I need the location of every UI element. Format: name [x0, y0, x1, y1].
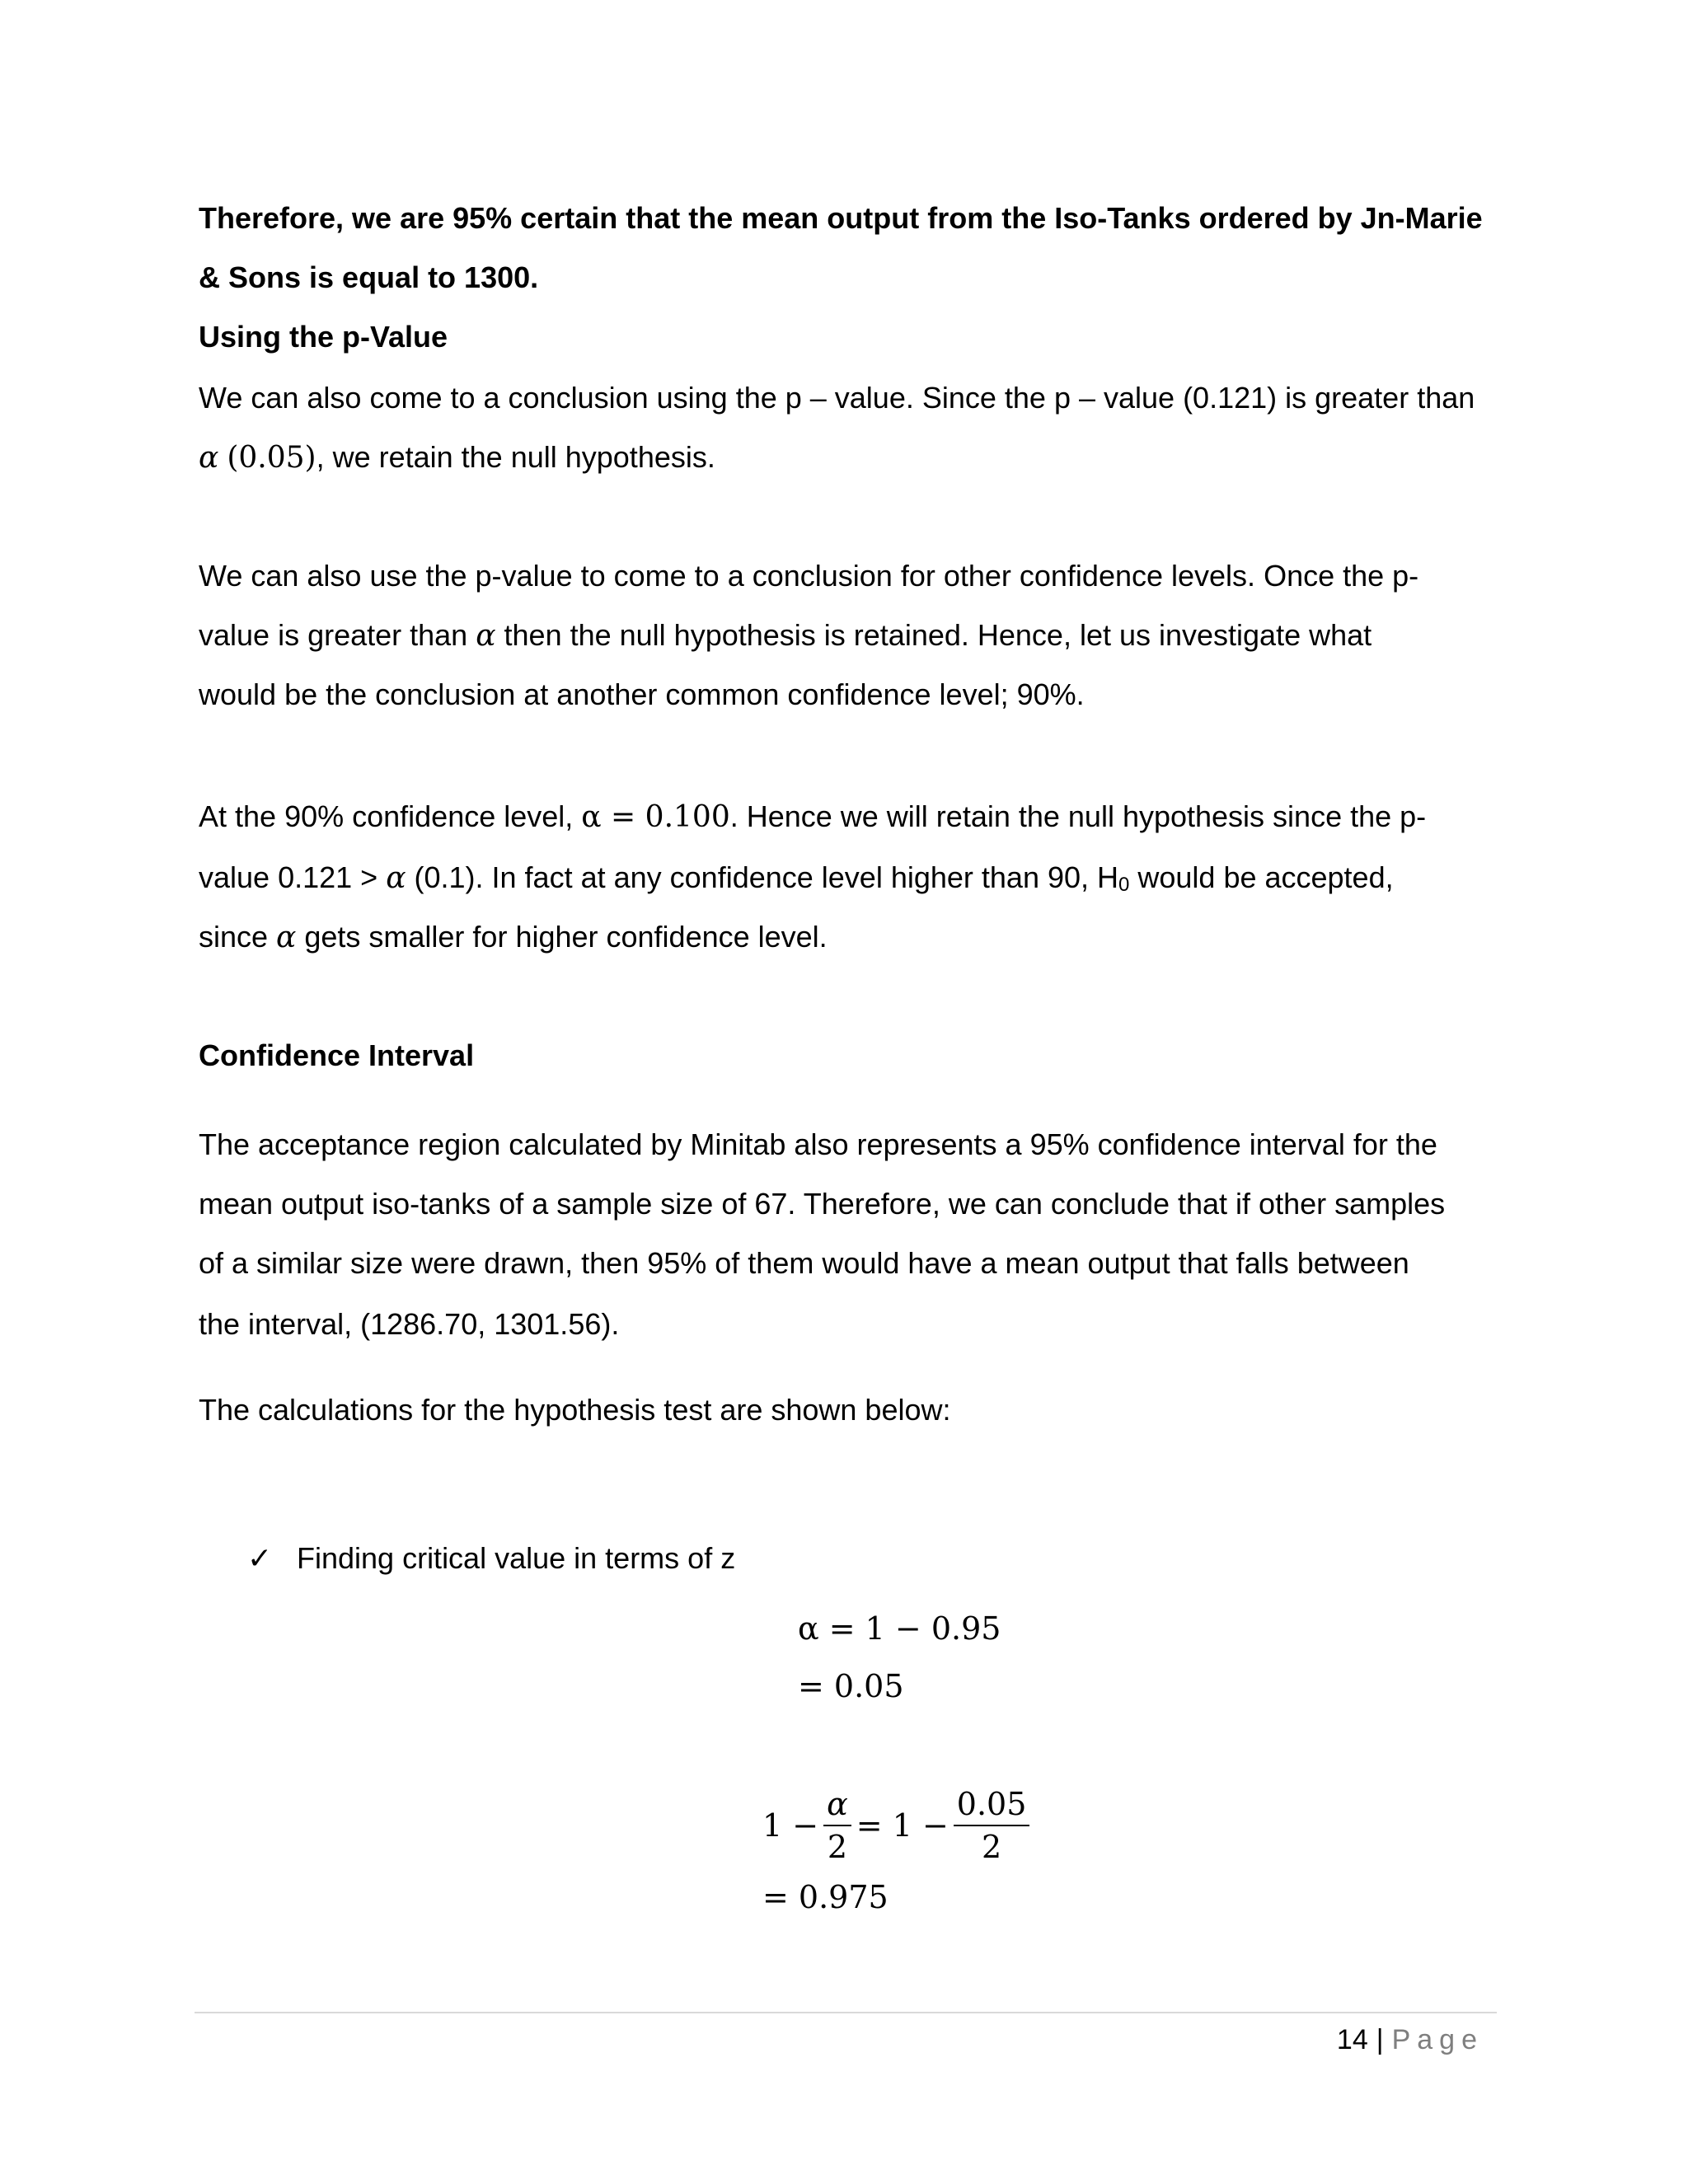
equation-alpha: α = 1 − 0.95	[798, 1610, 1001, 1647]
confidence-interval-heading: Confidence Interval	[199, 1038, 475, 1072]
pvalue-line-2	[199, 427, 715, 489]
pvalue-line-2-rest: , we retain the null hypothesis.	[316, 440, 715, 474]
other-levels-line-2-b: then the null hypothesis is retained. Hence, let us investigate what	[495, 618, 1372, 652]
fraction-denominator: 2	[827, 1829, 848, 1865]
page-label: Page	[1391, 2024, 1484, 2055]
conclusion-line-2: & Sons is equal to 1300.	[199, 260, 539, 294]
page-number: 14	[1336, 2024, 1368, 2055]
alpha-value: (0.05)	[227, 441, 316, 475]
ninety-line-3-b: gets smaller for higher confidence level.	[296, 920, 828, 954]
other-levels-line-2-a: value is greater than	[199, 618, 476, 652]
alpha-symbol: α	[276, 921, 297, 954]
h0-subscript: 0	[1118, 874, 1130, 896]
alpha-equation: α = 0.100	[581, 800, 730, 834]
equation-alpha-result: = 0.05	[798, 1668, 904, 1704]
calc-intro: The calculations for the hypothesis test are shown below:	[199, 1393, 951, 1427]
pvalue-line-1: We can also come to a conclusion using the p – value. Since the p – value (0.121) is greater than	[199, 381, 1475, 415]
ci-line-1: The acceptance region calculated by Minitab also represents a 95% confidence interval for the	[199, 1127, 1437, 1161]
alpha-symbol: α	[199, 441, 219, 475]
ci-line-4: the interval, (1286.70, 1301.56).	[199, 1307, 620, 1341]
ninety-line-2-a: value 0.121 >	[199, 860, 387, 894]
conclusion-line-1: Therefore, we are 95% certain that the mean output from the Iso-Tanks ordered by Jn-Marie	[199, 201, 1483, 235]
footer-divider	[195, 2012, 1497, 2013]
equation-result: = 0.975	[762, 1879, 889, 1915]
ninety-line-2-b: (0.1). In fact at any confidence level higher than 90, H	[406, 860, 1119, 894]
fraction-numerator: α	[823, 1788, 851, 1826]
ninety-line-1-a: At the 90% confidence level,	[199, 799, 582, 833]
ci-line-2: mean output iso-tanks of a sample size of 67. Therefore, we can conclude that if other samples	[199, 1187, 1446, 1221]
other-levels-line-1: We can also use the p-value to come to a conclusion for other confidence levels. Once the p-	[199, 559, 1419, 593]
bullet-item	[247, 1528, 735, 1590]
footer-separator: |	[1376, 2024, 1384, 2055]
alpha-symbol: α	[476, 619, 496, 653]
alpha-symbol: α	[386, 861, 406, 895]
eq3-left: 1 −	[762, 1807, 819, 1844]
ninety-line-3	[199, 907, 828, 968]
page-footer	[1337, 2015, 1484, 2064]
fraction-005-over-2	[954, 1788, 1030, 1863]
checkmark-icon: ✓	[247, 1542, 273, 1576]
other-levels-line-2	[199, 605, 1372, 667]
fraction-alpha-over-2	[823, 1788, 851, 1863]
eq3-mid: = 1 −	[856, 1807, 949, 1844]
ninety-line-1	[199, 786, 1426, 848]
ninety-line-2	[199, 847, 1394, 916]
fraction-denominator: 2	[982, 1829, 1002, 1865]
ci-line-3: of a similar size were drawn, then 95% of them would have a mean output that falls between	[199, 1246, 1409, 1280]
ninety-line-1-b: . Hence we will retain the null hypothesis since the p-	[729, 799, 1427, 833]
bullet-text: Finding critical value in terms of z	[297, 1541, 736, 1575]
equation-fraction	[762, 1788, 1034, 1863]
other-levels-line-3: would be the conclusion at another common confidence level; 90%.	[199, 677, 1085, 711]
pvalue-heading: Using the p-Value	[199, 320, 448, 354]
ninety-line-3-a: since	[199, 920, 277, 954]
ninety-line-2-c: would be accepted,	[1129, 860, 1394, 894]
fraction-numerator: 0.05	[954, 1788, 1030, 1826]
